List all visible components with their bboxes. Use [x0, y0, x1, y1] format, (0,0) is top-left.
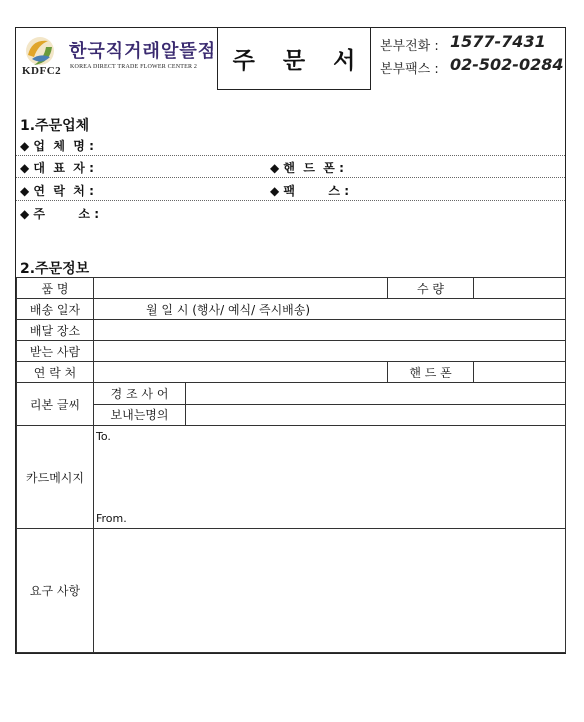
sender-input[interactable] [186, 404, 566, 426]
congrats-label: 경 조 사 어 [94, 383, 186, 405]
quantity-label: 수 량 [388, 278, 474, 299]
address-field[interactable]: ◆ 주 소 : [20, 207, 99, 221]
section2-title: 2.주문정보 [20, 261, 90, 277]
ribbon-label: 리본 글씨 [17, 383, 94, 426]
sender-label: 보내는명의 [94, 404, 186, 426]
mobile-field[interactable]: ◆ 핸 드 폰 : [270, 161, 344, 175]
requests-input[interactable] [94, 529, 566, 653]
row-company [16, 133, 565, 156]
row-address [16, 201, 565, 223]
requests-label: 요구 사항 [17, 529, 94, 653]
company-subtitle: KOREA DIRECT TRADE FLOWER CENTER 2 [70, 64, 198, 70]
section1-title: 1.주문업체 [20, 118, 90, 134]
title-char-1: 주 [232, 48, 255, 74]
company-name: 한국직거래알뜰점 [69, 41, 217, 62]
ceo-field[interactable]: ◆ 대 표 자 : [20, 161, 94, 175]
delivery-date-input[interactable]: 월 일 시 (행사/ 예식/ 즉시배송) [94, 299, 566, 320]
fax-value: 02-502-0284 [450, 55, 564, 74]
card-message-input[interactable] [94, 426, 566, 529]
product-label: 품 명 [17, 278, 94, 299]
recipient-mobile-label: 핸 드 폰 [388, 362, 474, 383]
form-title [217, 27, 371, 90]
card-to: To. [96, 430, 111, 443]
phone-line [380, 32, 546, 54]
product-input[interactable] [94, 278, 388, 299]
row-ceo [16, 155, 565, 178]
fax-line [380, 55, 564, 77]
recipient-contact-input[interactable] [94, 362, 388, 383]
card-from: From. [96, 512, 127, 525]
title-char-2: 문 [282, 48, 306, 74]
delivery-date-label: 배송 일자 [17, 299, 94, 320]
delivery-place-input[interactable] [94, 320, 566, 341]
congrats-input[interactable] [186, 383, 566, 405]
contact-field[interactable]: ◆ 연 락 처 : [20, 184, 94, 198]
row-contact [16, 178, 565, 201]
company-name-field[interactable]: ◆ 업 체 명 : [20, 139, 94, 153]
delivery-place-label: 배달 장소 [17, 320, 94, 341]
title-char-3: 서 [333, 48, 356, 74]
phone-label: 본부전화 : [380, 39, 439, 54]
logo-text: KDFC2 [22, 65, 62, 77]
quantity-input[interactable] [474, 278, 566, 299]
card-message-label: 카드메시지 [17, 426, 94, 529]
order-info-table [16, 277, 566, 653]
order-form [15, 27, 566, 654]
recipient-label: 받는 사람 [17, 341, 94, 362]
phone-value: 1577-7431 [450, 32, 546, 51]
recipient-input[interactable] [94, 341, 566, 362]
form-header [16, 28, 565, 91]
recipient-mobile-input[interactable] [474, 362, 566, 383]
recipient-contact-label: 연 락 처 [17, 362, 94, 383]
fax-label: 본부팩스 : [380, 62, 439, 77]
fax-field[interactable]: ◆ 팩 스 : [270, 184, 349, 198]
